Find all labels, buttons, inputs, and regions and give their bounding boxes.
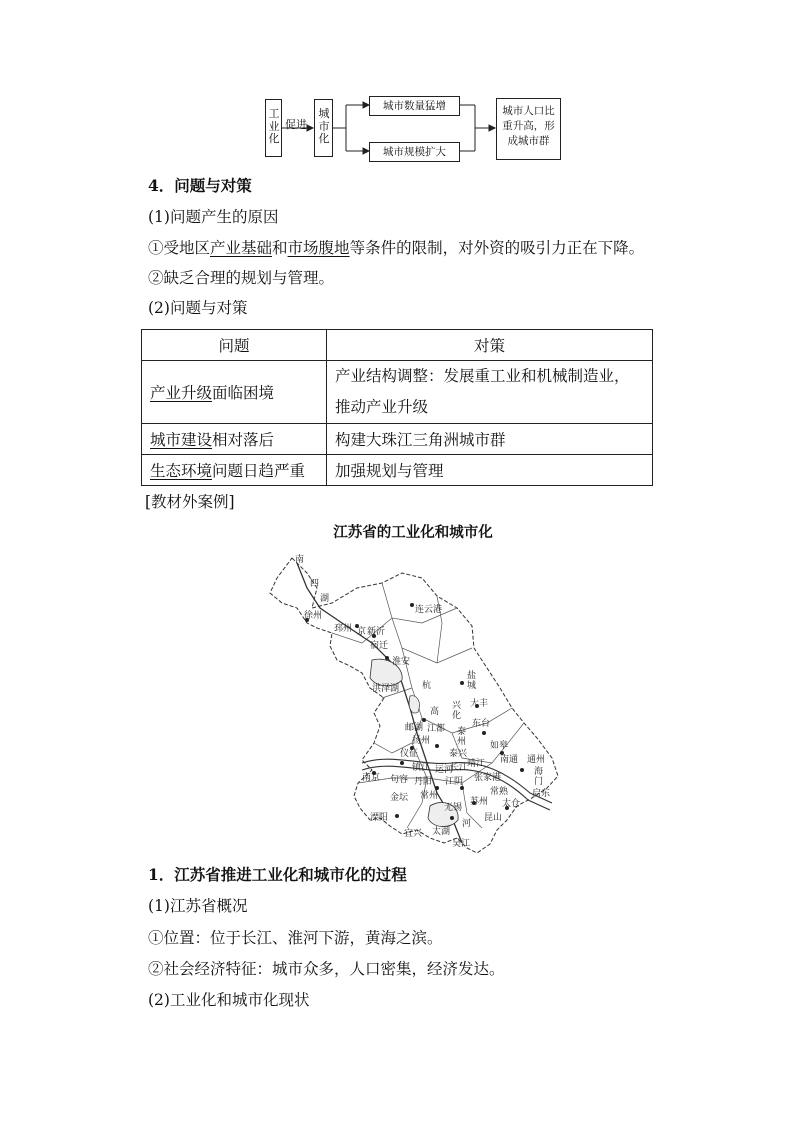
problem-rest: 面临困境	[212, 384, 275, 402]
map-label: 大丰	[470, 699, 489, 709]
map-label: 长江	[450, 763, 469, 773]
map-label: 邮湖	[405, 723, 424, 733]
section4-sub1: (1)问题产生的原因	[148, 208, 279, 226]
map-label: 江阴	[445, 777, 464, 787]
map-label: 扬州	[412, 736, 431, 746]
section1-sub1: (1)江苏省概况	[148, 897, 248, 915]
map-label: 徐州	[304, 611, 323, 621]
table-row	[142, 424, 653, 455]
strategy-line2: 推动产业升级	[335, 398, 429, 416]
map-label: 泰	[457, 727, 467, 737]
map-label: 金坛	[390, 793, 409, 803]
map-label: 句容	[390, 775, 409, 785]
problem-rest: 相对落后	[212, 431, 275, 449]
map-label: 杭	[422, 681, 432, 691]
map-label: 常州	[420, 791, 439, 801]
map-label: 淮安	[392, 657, 411, 667]
map-label: 京	[357, 627, 367, 637]
section4-item1	[148, 238, 644, 258]
header-problem: 问题	[142, 330, 327, 361]
map-label: 太湖	[432, 827, 451, 837]
map-label: 兴	[452, 701, 462, 711]
map-label: 南	[295, 555, 305, 565]
item1-underline-market: 市场腹地	[287, 239, 350, 257]
map-label: 邳州	[334, 624, 353, 634]
table-header-row	[142, 330, 653, 361]
problem-cell	[142, 361, 327, 424]
map-label: 苏州	[470, 797, 489, 807]
map-label: 溧阳	[370, 813, 389, 823]
strategy-cell: 构建大珠江三角洲城市群	[327, 424, 653, 455]
map-label: 仪征	[400, 749, 419, 759]
section4-sub2: (2)问题与对策	[148, 299, 248, 317]
map-label: 丹阳	[414, 777, 433, 787]
map-label: 高	[430, 707, 440, 717]
section1-item2: ②社会经济特征：城市众多，人口密集，经济发达。	[148, 960, 505, 978]
map-label: 南京	[362, 773, 381, 783]
map-label: 江都	[427, 724, 446, 734]
industrialization-label: 工业化	[268, 107, 280, 145]
section1-heading: 1．江苏省推进工业化和城市化的过程	[148, 865, 407, 884]
map-label: 宿迁	[370, 641, 389, 651]
map-label: 宜兴	[404, 829, 423, 839]
table-row	[142, 455, 653, 486]
problem-strategy-table	[141, 329, 653, 486]
map-label: 启东	[532, 789, 551, 799]
case-label: [教材外案例]	[145, 493, 235, 511]
map-label: 盐	[467, 671, 477, 681]
item1-part-c: 等条件的限制，对外资的吸引力正在下降。	[349, 239, 645, 257]
map-label: 常熟	[490, 787, 509, 797]
map-label: 运河	[435, 765, 454, 775]
item1-part-a: ①受地区	[148, 239, 211, 257]
map-label: 河	[462, 819, 472, 829]
map-label: 昆山	[484, 813, 503, 823]
strategy-cell	[327, 361, 653, 424]
map-label: 吴江	[452, 839, 471, 849]
result-box: 城市人口比重升高，形成城市群	[496, 98, 561, 160]
map-label: 城	[467, 681, 477, 691]
problem-underline: 产业升级	[150, 384, 213, 402]
map-label: 州	[457, 737, 467, 747]
map-label: 镇江	[412, 763, 431, 773]
map-label: 如皋	[490, 741, 509, 751]
problem-rest: 问题日趋严重	[212, 462, 306, 480]
map-label: 新沂	[367, 627, 386, 637]
item1-part-b: 和	[272, 239, 288, 257]
map-label: 太仓	[502, 799, 521, 809]
strategy-cell: 加强规划与管理	[327, 455, 653, 486]
map-label: 四	[310, 579, 320, 589]
promote-label: 促进	[285, 118, 307, 131]
problem-underline: 生态环境	[150, 462, 213, 480]
item1-underline-industry: 产业基础	[210, 239, 273, 257]
problem-cell	[142, 424, 327, 455]
map-label: 靖江	[467, 759, 486, 769]
map-label: 化	[452, 711, 462, 721]
map-label: 泰兴	[449, 749, 468, 759]
map-label: 无锡	[444, 803, 463, 813]
urbanization-label: 城市化	[318, 107, 330, 145]
map-label: 海	[534, 767, 544, 777]
section4-heading: 4．问题与对策	[148, 176, 252, 195]
table-row	[142, 361, 653, 424]
map-label: 南通	[500, 755, 519, 765]
map-label: 洪泽湖	[372, 684, 400, 694]
map-label: 东台	[472, 719, 491, 729]
map-label: 通州	[527, 755, 546, 765]
map-title: 江苏省的工业化和城市化	[333, 524, 493, 541]
problem-cell	[142, 455, 327, 486]
section4-item2: ②缺乏合理的规划与管理。	[148, 269, 335, 287]
urbanization-box	[314, 99, 333, 157]
map-label: 张家港	[474, 773, 502, 783]
jiangsu-map	[262, 548, 562, 860]
header-strategy: 对策	[327, 330, 653, 361]
map-label: 湖	[320, 594, 330, 604]
strategy-line1: 产业结构调整：发展重工业和机械制造业，	[335, 367, 630, 385]
city-number-box: 城市数量猛增	[369, 96, 460, 116]
problem-underline: 城市建设	[150, 431, 213, 449]
map-label: 门	[534, 777, 544, 787]
section1-sub2: (2)工业化和城市化现状	[148, 991, 310, 1009]
section1-item1: ①位置：位于长江、淮河下游，黄海之滨。	[148, 929, 443, 947]
map-label: 连云港	[415, 605, 443, 615]
city-scale-box: 城市规模扩大	[369, 142, 460, 162]
